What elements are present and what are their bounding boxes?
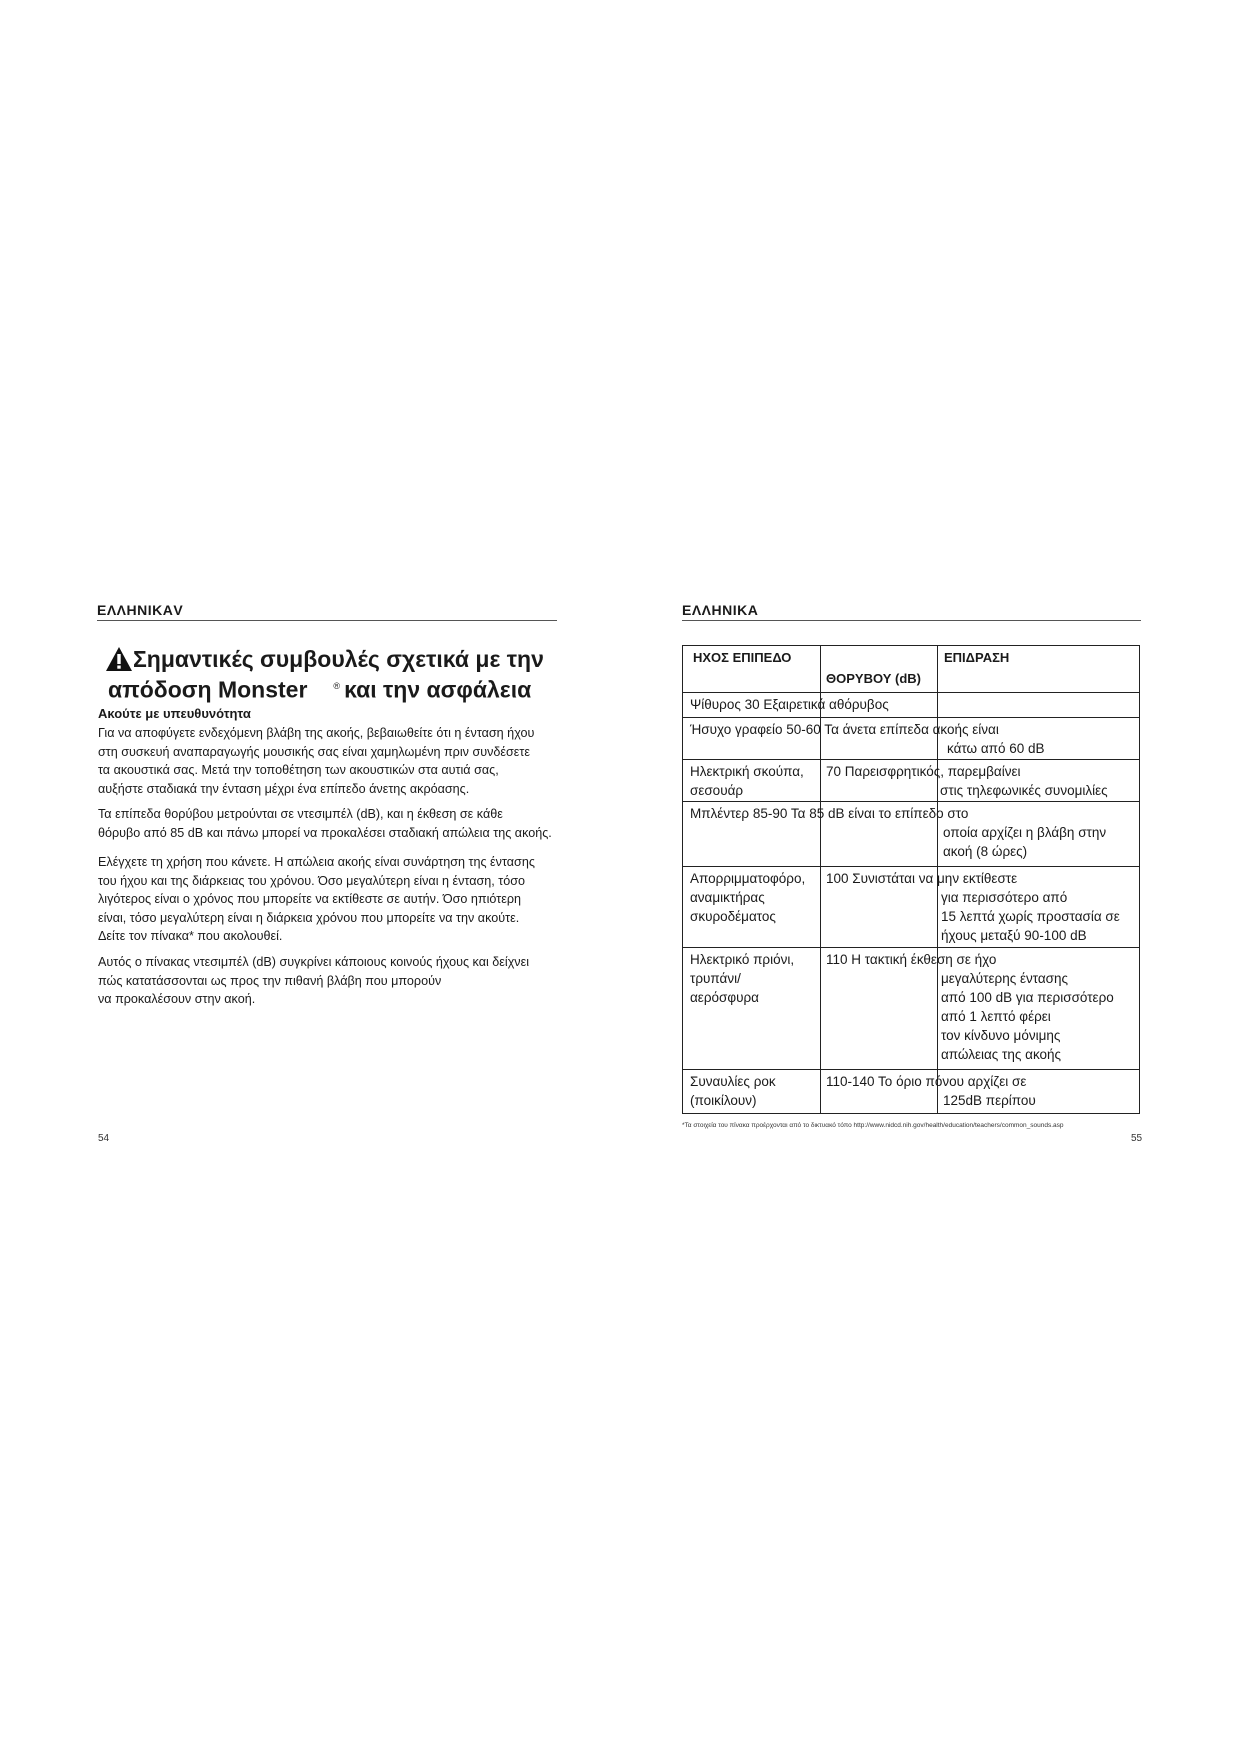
row-divider bbox=[682, 1069, 1140, 1070]
text-line: Απορριμματοφόρο, bbox=[690, 871, 806, 886]
text-line: λιγότερος είναι ο χρόνος που μπορείτε να εκτίθεστε σε αυτήν. Όσο ηπιότερη bbox=[98, 892, 521, 907]
text-line: από 100 dB για περισσότερο bbox=[941, 990, 1114, 1005]
header-sound-level: ΗΧΟΣ ΕΠΙΠΕΔΟ bbox=[693, 650, 792, 665]
paragraph-3 bbox=[98, 853, 598, 946]
table-source-footnote: *Τα στοιχεία του πίνακα προέρχονται από το δικτυακό τόπο http://www.nidcd.nih.gov/health/education/teachers/common_sounds.asp bbox=[682, 1122, 1064, 1129]
row-divider bbox=[682, 801, 1140, 802]
row-divider bbox=[682, 947, 1140, 948]
row-blender-text: Μπλέντερ 85-90 Τα 85 dB είναι το επίπεδο στο bbox=[690, 806, 969, 821]
text-line: από 1 λεπτό φέρει bbox=[941, 1009, 1051, 1024]
row-power-saw-source bbox=[690, 950, 794, 1007]
text-line: του ήχου και της διάρκειας του χρόνου. Όσο μεγαλύτερη είναι η ένταση, τόσο bbox=[98, 873, 526, 888]
left-page-number: 54 bbox=[98, 1133, 110, 1144]
text-line: τα ακουστικά σας. Μετά την τοποθέτηση των ακουστικών στα αυτιά σας, bbox=[98, 763, 499, 778]
page-title-line1: Σημαντικές συμβουλές σχετικά με την bbox=[133, 646, 544, 672]
text-line: Συναυλίες ροκ bbox=[690, 1074, 776, 1089]
row-divider bbox=[682, 692, 1140, 693]
text-line: σεσουάρ bbox=[690, 783, 744, 798]
right-header-rule bbox=[682, 620, 1141, 621]
text-line: είναι, τόσο μεγαλύτερη είναι η διάρκεια χρόνου που μπορείτε να την ακούτε. bbox=[98, 910, 520, 925]
noise-level-table bbox=[682, 645, 1140, 1115]
subheading: Ακούτε με υπευθυνότητα bbox=[98, 706, 251, 721]
row-divider bbox=[682, 717, 1140, 718]
text-line: (ποικίλουν) bbox=[690, 1093, 757, 1108]
row-divider bbox=[682, 759, 1140, 760]
text-line: μεγαλύτερης έντασης bbox=[941, 971, 1069, 986]
right-page-number: 55 bbox=[1131, 1133, 1143, 1144]
text-line: 15 λεπτά χωρίς προστασία σε bbox=[941, 909, 1120, 924]
title-part-a: απόδοση Monster bbox=[108, 676, 308, 703]
row-rock-concert-db: 110-140 Το όριο πόνου αρχίζει σε bbox=[826, 1074, 1027, 1089]
text-line: αυξήστε σταδιακά την ένταση μέχρι ένα επίπεδο άνετης ακρόασης. bbox=[98, 781, 470, 796]
table-border-left bbox=[682, 645, 683, 1114]
text-line: οποία αρχίζει η βλάβη στην bbox=[943, 825, 1107, 840]
row-blender-effect bbox=[943, 823, 1106, 861]
text-line: ήχους μεταξύ 90-100 dB bbox=[941, 928, 1087, 943]
text-line: Τα επίπεδα θορύβου μετρούνται σε ντεσιμπέλ (dB), και η έκθεση σε κάθε bbox=[98, 807, 503, 821]
paragraph-2 bbox=[98, 805, 598, 842]
header-noise-db: ΘΟΡΥΒΟΥ (dB) bbox=[826, 671, 921, 686]
row-vacuum-db: 70 Παρεισφρητικός, παρεμβαίνει bbox=[826, 764, 1021, 779]
text-line: αναμικτήρας bbox=[690, 890, 765, 905]
text-line: Δείτε τον πίνακα* που ακολουθεί. bbox=[98, 929, 283, 944]
text-line: τον κίνδυνο μόνιμης bbox=[941, 1028, 1061, 1043]
row-power-saw-effect bbox=[941, 969, 1114, 1064]
left-section-header: ΕΛΛΗΝΙΚΑV bbox=[97, 602, 184, 618]
row-garbage-truck-db: 100 Συνιστάται να μην εκτίθεστε bbox=[826, 871, 1018, 886]
left-header-rule bbox=[97, 620, 557, 621]
row-garbage-truck-source bbox=[690, 869, 805, 926]
title-part-b: και την ασφάλεια bbox=[344, 676, 532, 703]
column-divider bbox=[820, 645, 821, 1114]
row-rock-concert-effect: 125dB περίπου bbox=[943, 1093, 1036, 1108]
text-line: τρυπάνι/ bbox=[690, 971, 741, 986]
registered-mark: ® bbox=[333, 681, 341, 691]
text-line: απώλειας της ακοής bbox=[941, 1047, 1062, 1062]
text-line: Ηλεκτρικό πριόνι, bbox=[690, 952, 795, 967]
text-line: Ελέγχετε τη χρήση που κάνετε. Η απώλεια ακοής είναι συνάρτηση της έντασης bbox=[98, 855, 535, 869]
row-rock-concert-source bbox=[690, 1072, 776, 1110]
row-garbage-truck-effect bbox=[941, 888, 1120, 945]
row-vacuum-source bbox=[690, 762, 804, 800]
text-line: θόρυβο από 85 dB και πάνω μπορεί να προκαλέσει σταδιακή απώλεια της ακοής. bbox=[98, 825, 552, 840]
text-line: να προκαλέσουν στην ακοή. bbox=[98, 992, 256, 1007]
text-line: σκυροδέματος bbox=[690, 909, 776, 924]
text-line: Ηλεκτρική σκούπα, bbox=[690, 764, 804, 779]
row-divider bbox=[682, 866, 1140, 867]
text-line: Για να αποφύγετε ενδεχόμενη βλάβη της ακοής, βεβαιωθείτε ότι η ένταση ήχου bbox=[98, 726, 535, 740]
table-border-right bbox=[1139, 645, 1140, 1114]
text-line: αερόσφυρα bbox=[690, 990, 759, 1005]
table-border-bottom bbox=[682, 1113, 1140, 1114]
header-effect: ΕΠΙΔΡΑΣΗ bbox=[944, 650, 1010, 665]
right-section-header: ΕΛΛΗΝΙΚΑ bbox=[682, 602, 759, 618]
row-vacuum-effect: στις τηλεφωνικές συνομιλίες bbox=[940, 783, 1108, 798]
text-line: στη συσκευή αναπαραγωγής μουσικής σας είναι χαμηλωμένη πριν συνδέσετε bbox=[98, 744, 530, 759]
row-quiet-office-effect: κάτω από 60 dB bbox=[947, 741, 1045, 756]
text-line: πώς κατατάσσονται ως προς την πιθανή βλάβη που μπορούν bbox=[98, 973, 442, 988]
text-line: ακοή (8 ώρες) bbox=[943, 844, 1028, 859]
row-power-saw-db: 110 Η τακτική έκθεση σε ήχο bbox=[826, 952, 997, 967]
page-title-line2 bbox=[108, 672, 531, 704]
text-line: για περισσότερο από bbox=[941, 890, 1068, 905]
row-quiet-office-text: Ήσυχο γραφείο 50-60 Τα άνετα επίπεδα ακοής είναι bbox=[690, 722, 999, 737]
row-whisper-text: Ψίθυρος 30 Εξαιρετικά αθόρυβος bbox=[690, 697, 889, 712]
paragraph-4 bbox=[98, 953, 598, 1009]
paragraph-1 bbox=[98, 724, 598, 798]
text-line: Αυτός ο πίνακας ντεσιμπέλ (dB) συγκρίνει κάποιους κοινούς ήχους και δείχνει bbox=[98, 955, 530, 969]
table-border-top bbox=[682, 645, 1140, 646]
